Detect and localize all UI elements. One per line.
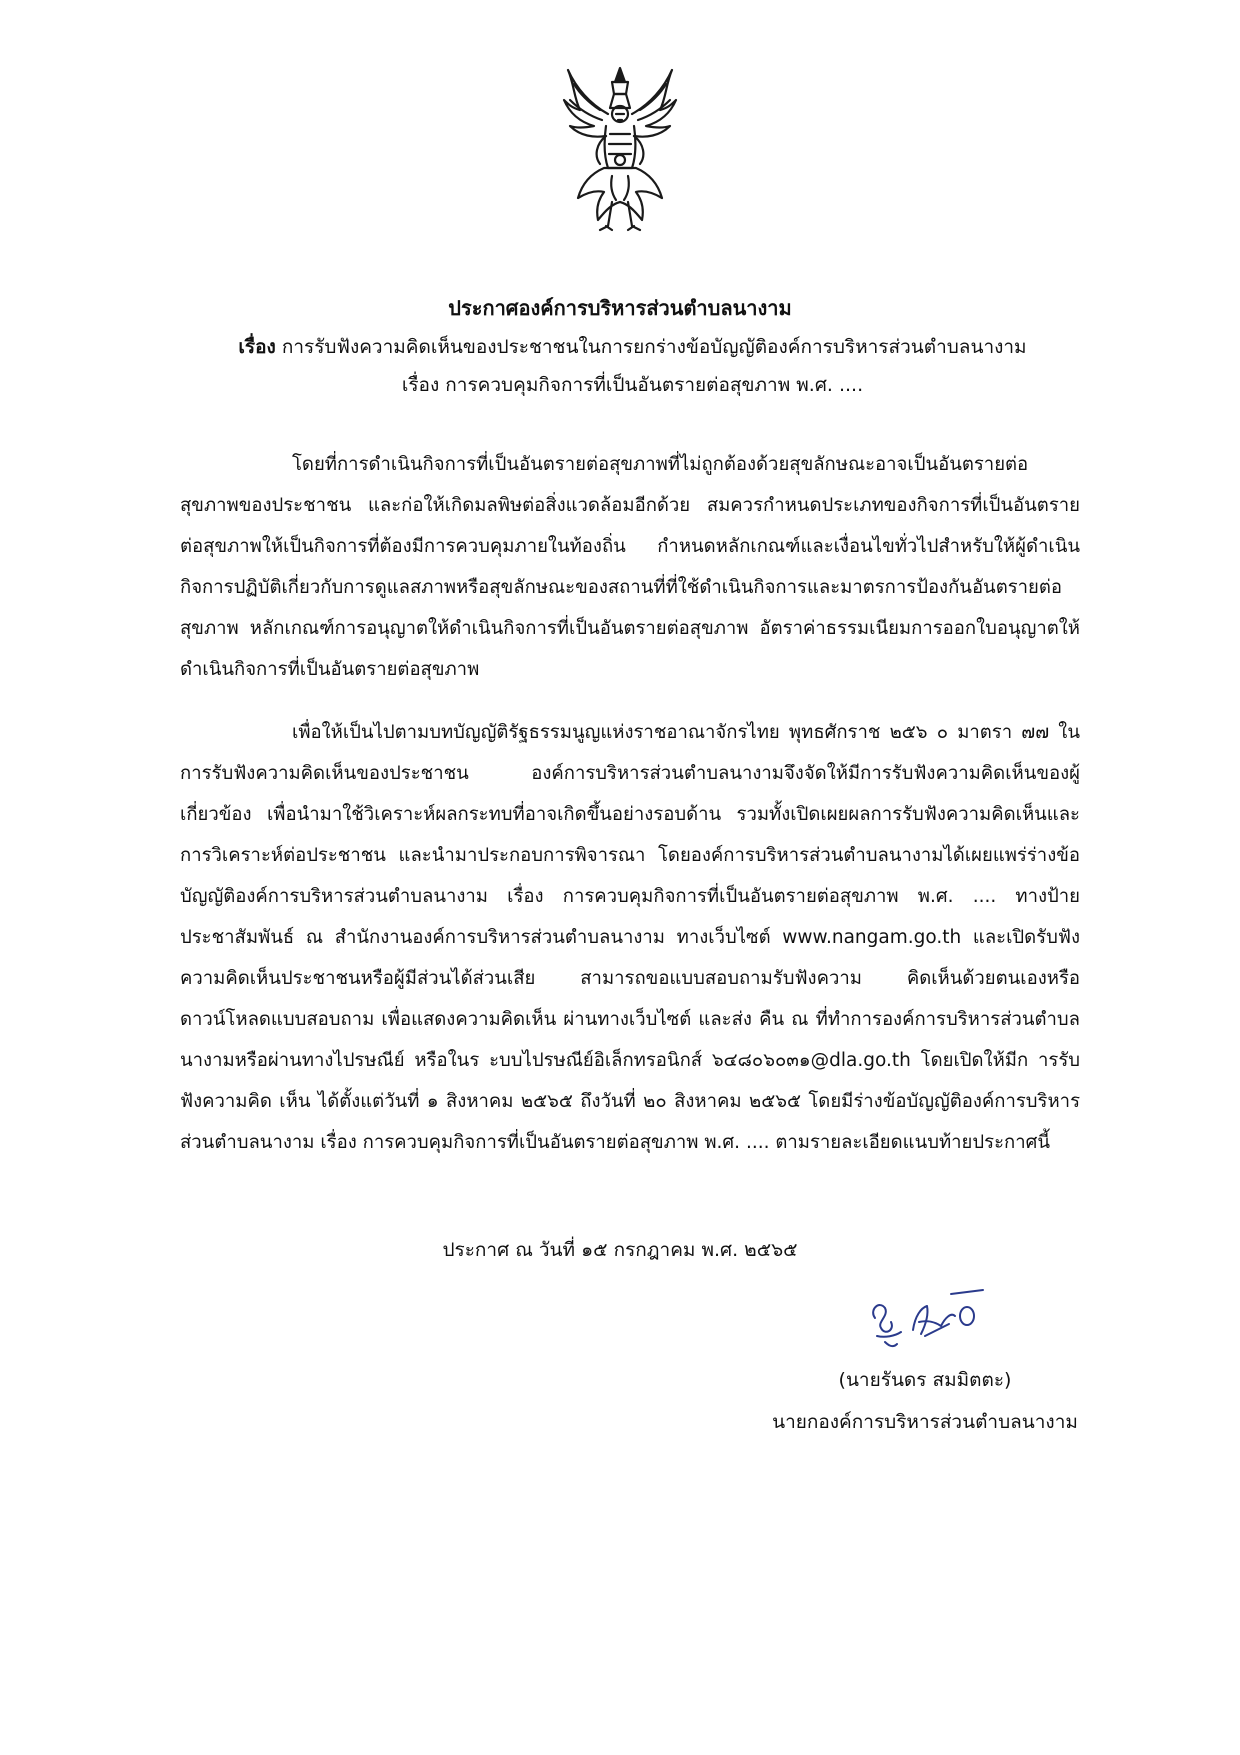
body-paragraph: เพื่อให้เป็นไปตามบทบัญญัติรัฐธรรมนูญแห่งราชอาณาจักรไทย พุทธศักราช ๒๕๖ ๐ มาตรา ๗๗ ในการรับฟังความคิดเห็นของประชาชน องค์การบริหารส่วนตำบลนางามจึงจัดให้มีการรับฟังความคิดเห็นของผู้เกี่ยวข้อง เพื่อนำมาใช้วิเคราะห์ผลกระทบที่อาจเกิดขึ้นอย่างรอบด้าน รวมทั้งเปิดเผยผลการรับฟังความคิดเห็นและการวิเคราะห์ต่อประชาชน และนำมาประกอบการพิจารณา โดยองค์การบริหารส่วนตำบลนางามได้เผยแพร่ร่างข้อบัญญัติองค์การบริหารส่วนตำบลนางาม เรื่อง การควบคุมกิจการที่เป็นอันตรายต่อสุขภาพ พ.ศ. .... ทางป้ายประชาสัมพันธ์ ณ สำนักงานองค์การบริหารส่วนตำบลนางาม ทางเว็บไซต์ www.nangam.go.th และเปิดรับฟังความคิดเห็นประชาชนหรือผู้มีส่วนได้ส่วนเสีย สามารถขอแบบสอบถามรับฟังความ คิดเห็นด้วยตนเองหรือดาวน์โหลดแบบสอบถาม เพื่อแสดงความคิดเห็น ผ่านทางเว็บไซต์ และส่ง คืน ณ ที่ทำการองค์การบริหารส่วนตำบลนางามหรือผ่านทางไปรษณีย์ หรือในร ะบบไปรษณีย์อิเล็กทรอนิกส์ ๖๔๘๐๖๐๓๑@dla.go.th โดยเปิดให้มีก ารรับฟังความคิด เห็น ได้ตั้งแต่วันที่ ๑ สิงหาคม ๒๕๖๕ ถึงวันที่ ๒๐ สิงหาคม ๒๕๖๕ โดยมีร่างข้อบัญญัติองค์การบริหารส่วนตำบลนางาม เรื่อง การควบคุมกิจการที่เป็นอันตรายต่อสุขภาพ พ.ศ. .... ตามรายละเอียดแนบท้ายประกาศนี้ (180, 721, 1080, 1153)
body-paragraph: โดยที่การดำเนินกิจการที่เป็นอันตรายต่อสุขภาพที่ไม่ถูกต้องด้วยสุขลักษณะอาจเป็นอันตรายต่อสุขภาพของประชาชน และก่อให้เกิดมลพิษต่อสิ่งแวดล้อมอีกด้วย สมควรกำหนดประเภทของกิจการที่เป็นอันตรายต่อสุขภาพให้เป็นกิจการที่ต้องมีการควบคุมภายในท้องถิ่น กำหนดหลักเกณฑ์และเงื่อนไขทั่วไปสำหรับให้ผู้ดำเนินกิจการปฏิบัติเกี่ยวกับการดูแลสภาพหรือสุขลักษณะของสถานที่ที่ใช้ดำเนินกิจการและมาตรการป้องกันอันตรายต่อสุขภาพ หลักเกณฑ์การอนุญาตให้ดำเนินกิจการที่เป็นอันตรายต่อสุขภาพ อัตราค่าธรรมเนียมการออกใบอนุญาตให้ดำเนินกิจการที่เป็นอันตรายต่อสุขภาพ (180, 453, 1080, 680)
garuda-emblem-icon (560, 64, 680, 234)
handwritten-signature (855, 1286, 995, 1356)
page-title: ประกาศองค์การบริหารส่วนตำบลนางาม (448, 296, 792, 320)
subject-line-1 (175, 328, 1090, 366)
subject-text: การรับฟังความคิดเห็นของประชาชนในการยกร่างข้อบัญญัติองค์การบริหารส่วนตำบลนางาม (281, 336, 1027, 358)
subject-line-2: เรื่อง การควบคุมกิจการที่เป็นอันตรายต่อสุขภาพ พ.ศ. .... (401, 374, 864, 396)
subject-label: เรื่อง (238, 336, 276, 358)
signer-name: (นายรันดร สมมิตตะ) (838, 1369, 1012, 1391)
signer-position: นายกองค์การบริหารส่วนตำบลนางาม (772, 1411, 1078, 1433)
subject-block (175, 328, 1090, 404)
date-line: ประกาศ ณ วันที่ ๑๕ กรกฎาคม พ.ศ. ๒๕๖๕ (442, 1239, 798, 1261)
